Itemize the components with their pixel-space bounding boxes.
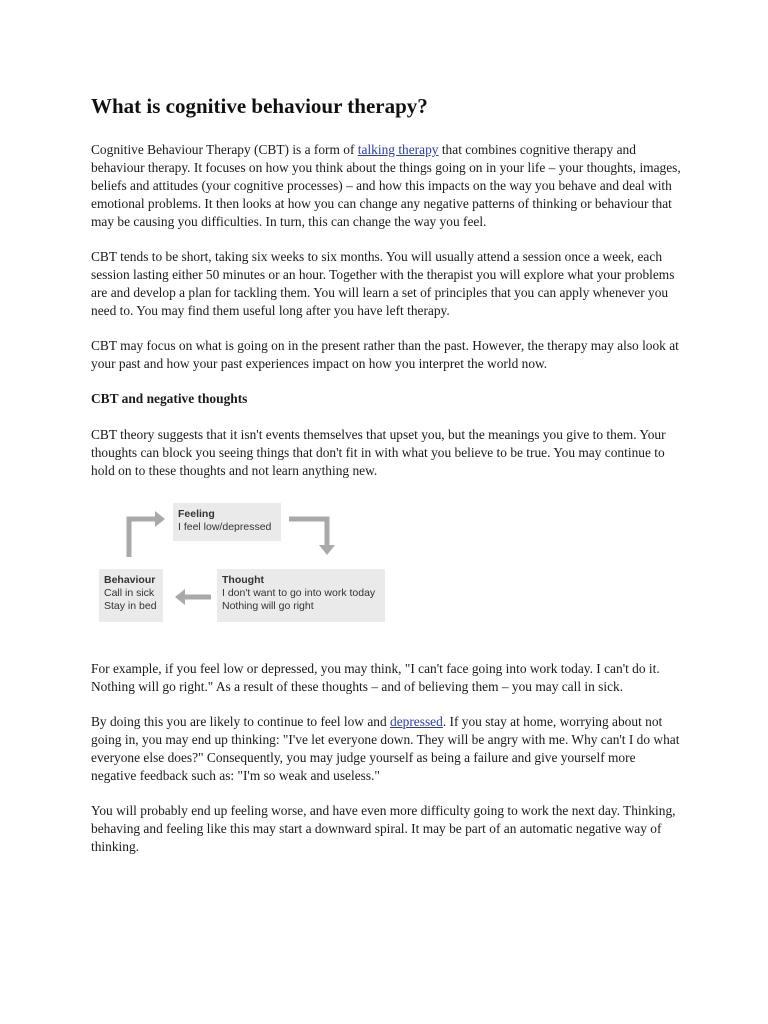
thought-line-2: Nothing will go right: [222, 599, 314, 612]
arrow-feeling-to-thought-head: [319, 545, 335, 555]
arrow-behaviour-to-feeling-head: [155, 511, 165, 527]
intro-text-before: Cognitive Behaviour Therapy (CBT) is a form of: [91, 142, 358, 157]
behaviour-box: [99, 569, 163, 622]
behaviour-title: Behaviour: [104, 573, 156, 586]
arrow-feeling-to-thought: [289, 519, 327, 545]
intro-paragraph: [91, 141, 681, 231]
arrow-behaviour-to-feeling: [129, 519, 155, 557]
depressed-link[interactable]: depressed: [390, 714, 443, 729]
consequence-paragraph: [91, 713, 681, 785]
feeling-line: I feel low/depressed: [178, 520, 272, 533]
cbt-cycle-diagram: [99, 505, 399, 625]
consequence-text-after: . If you stay at home, worrying about not going in, you may end up thinking: "I've let everyone down. They will be angry with me. Why can't I do what everyone else does?" Consequently, you may judge yourself as being a failure and give yourself more negative feedback such as: "I'm so weak and useless.": [91, 714, 680, 783]
thought-line-1: I don't want to go into work today: [222, 586, 376, 599]
behaviour-line-1: Call in sick: [104, 586, 155, 599]
thought-box: [217, 569, 385, 622]
thought-title: Thought: [222, 573, 264, 586]
example-paragraph: For example, if you feel low or depressed, you may think, "I can't face going into work today. I can't do it. Nothing will go right." As a result of these thoughts – and of believing them – you may call in sick.: [91, 660, 660, 694]
consequence-text-before: By doing this you are likely to continue to feel low and: [91, 714, 391, 729]
arrow-thought-to-behaviour-head: [175, 589, 185, 605]
article: [91, 93, 681, 873]
section-heading: CBT and negative thoughts: [91, 391, 248, 407]
behaviour-line-2: Stay in bed: [104, 599, 157, 612]
feeling-box: [173, 503, 281, 541]
theory-paragraph: CBT theory suggests that it isn't events themselves that upset you, but the meanings you give to them. Your thoughts can block you seeing things that don't fit in with what you believe to be true. You may continue to hold on to these thoughts and not learn anything new.: [91, 426, 666, 478]
intro-text-after: that combines cognitive therapy and behaviour therapy. It focuses on how you think about the things going on in your life – your thoughts, images, beliefs and attitudes (your cognitive processes) – and how this impacts on the way you behave and deal with emotional problems. It then looks at how you can change any negative patterns of thinking or behaviour that may be causing you difficulties. In turn, this can change the way you feel.: [91, 142, 681, 229]
focus-paragraph: CBT may focus on what is going on in the present rather than the past. However, the therapy may also look at your past and how your past experiences impact on how you interpret the world now.: [91, 338, 679, 372]
duration-paragraph: CBT tends to be short, taking six weeks to six months. You will usually attend a session once a week, each session lasting either 50 minutes or an hour. Together with the therapist you will explore what your problems are and develop a plan for tackling them. You will learn a set of principles that you can apply whenever you need to. You may find them useful long after you have left therapy.: [91, 249, 675, 318]
talking-therapy-link[interactable]: talking therapy: [357, 142, 439, 157]
page-title: What is cognitive behaviour therapy?: [91, 94, 428, 118]
feeling-title: Feeling: [178, 507, 215, 520]
spiral-paragraph: You will probably end up feeling worse, and have even more difficulty going to work the next day. Thinking, behaving and feeling like this may start a downward spiral. It may be part of an automatic negative way of thinking.: [91, 803, 676, 854]
